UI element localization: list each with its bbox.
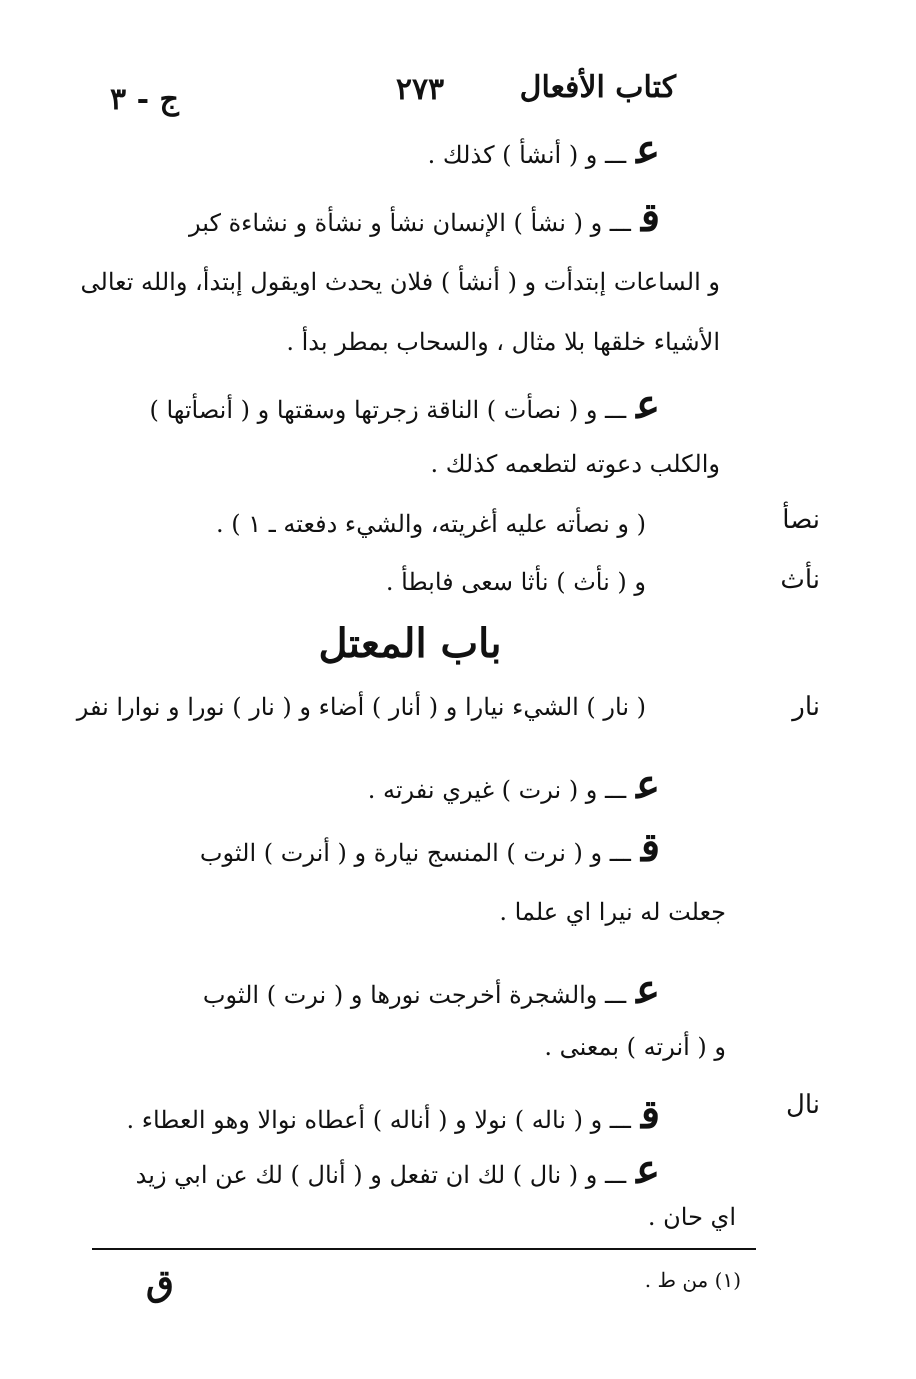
line-lead-marker: ع — [636, 126, 660, 173]
text-line — [106, 1035, 726, 1059]
line-lead-marker: ع — [636, 966, 660, 1013]
text-line — [100, 452, 720, 476]
line-text: ـــ و ( نرت ) المنسج نيارة و ( أنرت ) الثوب — [199, 839, 631, 867]
line-lead-marker: ع — [636, 381, 660, 428]
signature-mark: ق — [146, 1262, 174, 1304]
line-text: و ( أنرته ) بمعنى . — [544, 1033, 726, 1061]
line-lead-marker: ع — [636, 1146, 660, 1193]
line-text: الأشياء خلقها بلا مثال ، والسحاب بمطر بدأ . — [286, 328, 720, 356]
text-line — [100, 126, 660, 173]
text-line — [100, 824, 660, 871]
line-text: ( نار ) الشيء نيارا و ( أنار ) أضاء و ( نار ) نورا و نوارا نفر — [76, 693, 646, 721]
text-line — [100, 330, 720, 354]
text-line — [100, 966, 660, 1013]
line-text: و ( نأث ) نأثا سعى فابطأ . — [385, 568, 646, 596]
text-line — [100, 194, 660, 241]
text-line — [136, 1205, 736, 1229]
line-lead-marker: ق — [640, 1091, 660, 1138]
line-text: ـــ و ( نرت ) غيري نفرته . — [367, 776, 627, 804]
section-heading: باب المعتل — [318, 620, 502, 667]
line-text: جعلت له نيرا اي علما . — [499, 898, 726, 926]
volume-number: ج - ٣ — [110, 82, 179, 117]
line-text: ـــ و ( أنشأ ) كذلك . — [427, 141, 627, 169]
text-line — [100, 381, 660, 428]
text-line — [100, 1146, 660, 1193]
line-lead-marker: ق — [640, 194, 660, 241]
margin-word: نار — [792, 692, 820, 722]
line-text: ـــ والشجرة أخرجت نورها و ( نرت ) الثوب — [202, 981, 627, 1009]
line-text: ـــ و ( نشأ ) الإنسان نشأ و نشأة و نشاءة كبر — [189, 209, 631, 237]
text-line — [100, 1091, 660, 1138]
line-text: اي حان . — [647, 1203, 736, 1231]
text-line — [146, 512, 646, 536]
text-line — [76, 693, 646, 721]
book-title: كتاب الأفعال — [519, 70, 676, 105]
margin-word: نال — [785, 1090, 820, 1120]
line-text: ـــ و ( نال ) لك ان تفعل و ( أنال ) لك عن ابي زيد — [135, 1161, 627, 1189]
line-lead-marker: ق — [640, 824, 660, 871]
text-line — [106, 900, 726, 924]
line-text: والكلب دعوته لتطعمه كذلك . — [430, 450, 720, 478]
line-text: ( و نصأته عليه أغريته، والشيء دفعته ـ ١ ) . — [216, 510, 646, 538]
text-line — [146, 570, 646, 594]
line-text: ـــ و ( ناله ) نولا و ( أناله ) أعطاه نوالا وهو العطاء . — [126, 1106, 631, 1134]
margin-word: نأث — [780, 565, 820, 595]
text-line — [80, 268, 720, 296]
line-text: ـــ و ( نصأت ) الناقة زجرتها وسقتها و ( أنصأتها ) — [149, 396, 627, 424]
line-lead-marker: ع — [636, 761, 660, 808]
text-line — [100, 761, 660, 808]
margin-word: نصأ — [782, 505, 820, 535]
page-number: ٢٧٣ — [395, 72, 445, 107]
footnote: (١) من ط . — [644, 1268, 741, 1292]
footnote-rule — [92, 1248, 756, 1250]
line-text: و الساعات إبتدأت و ( أنشأ ) فلان يحدث اويقول إبتدأ، والله تعالى — [80, 268, 720, 296]
